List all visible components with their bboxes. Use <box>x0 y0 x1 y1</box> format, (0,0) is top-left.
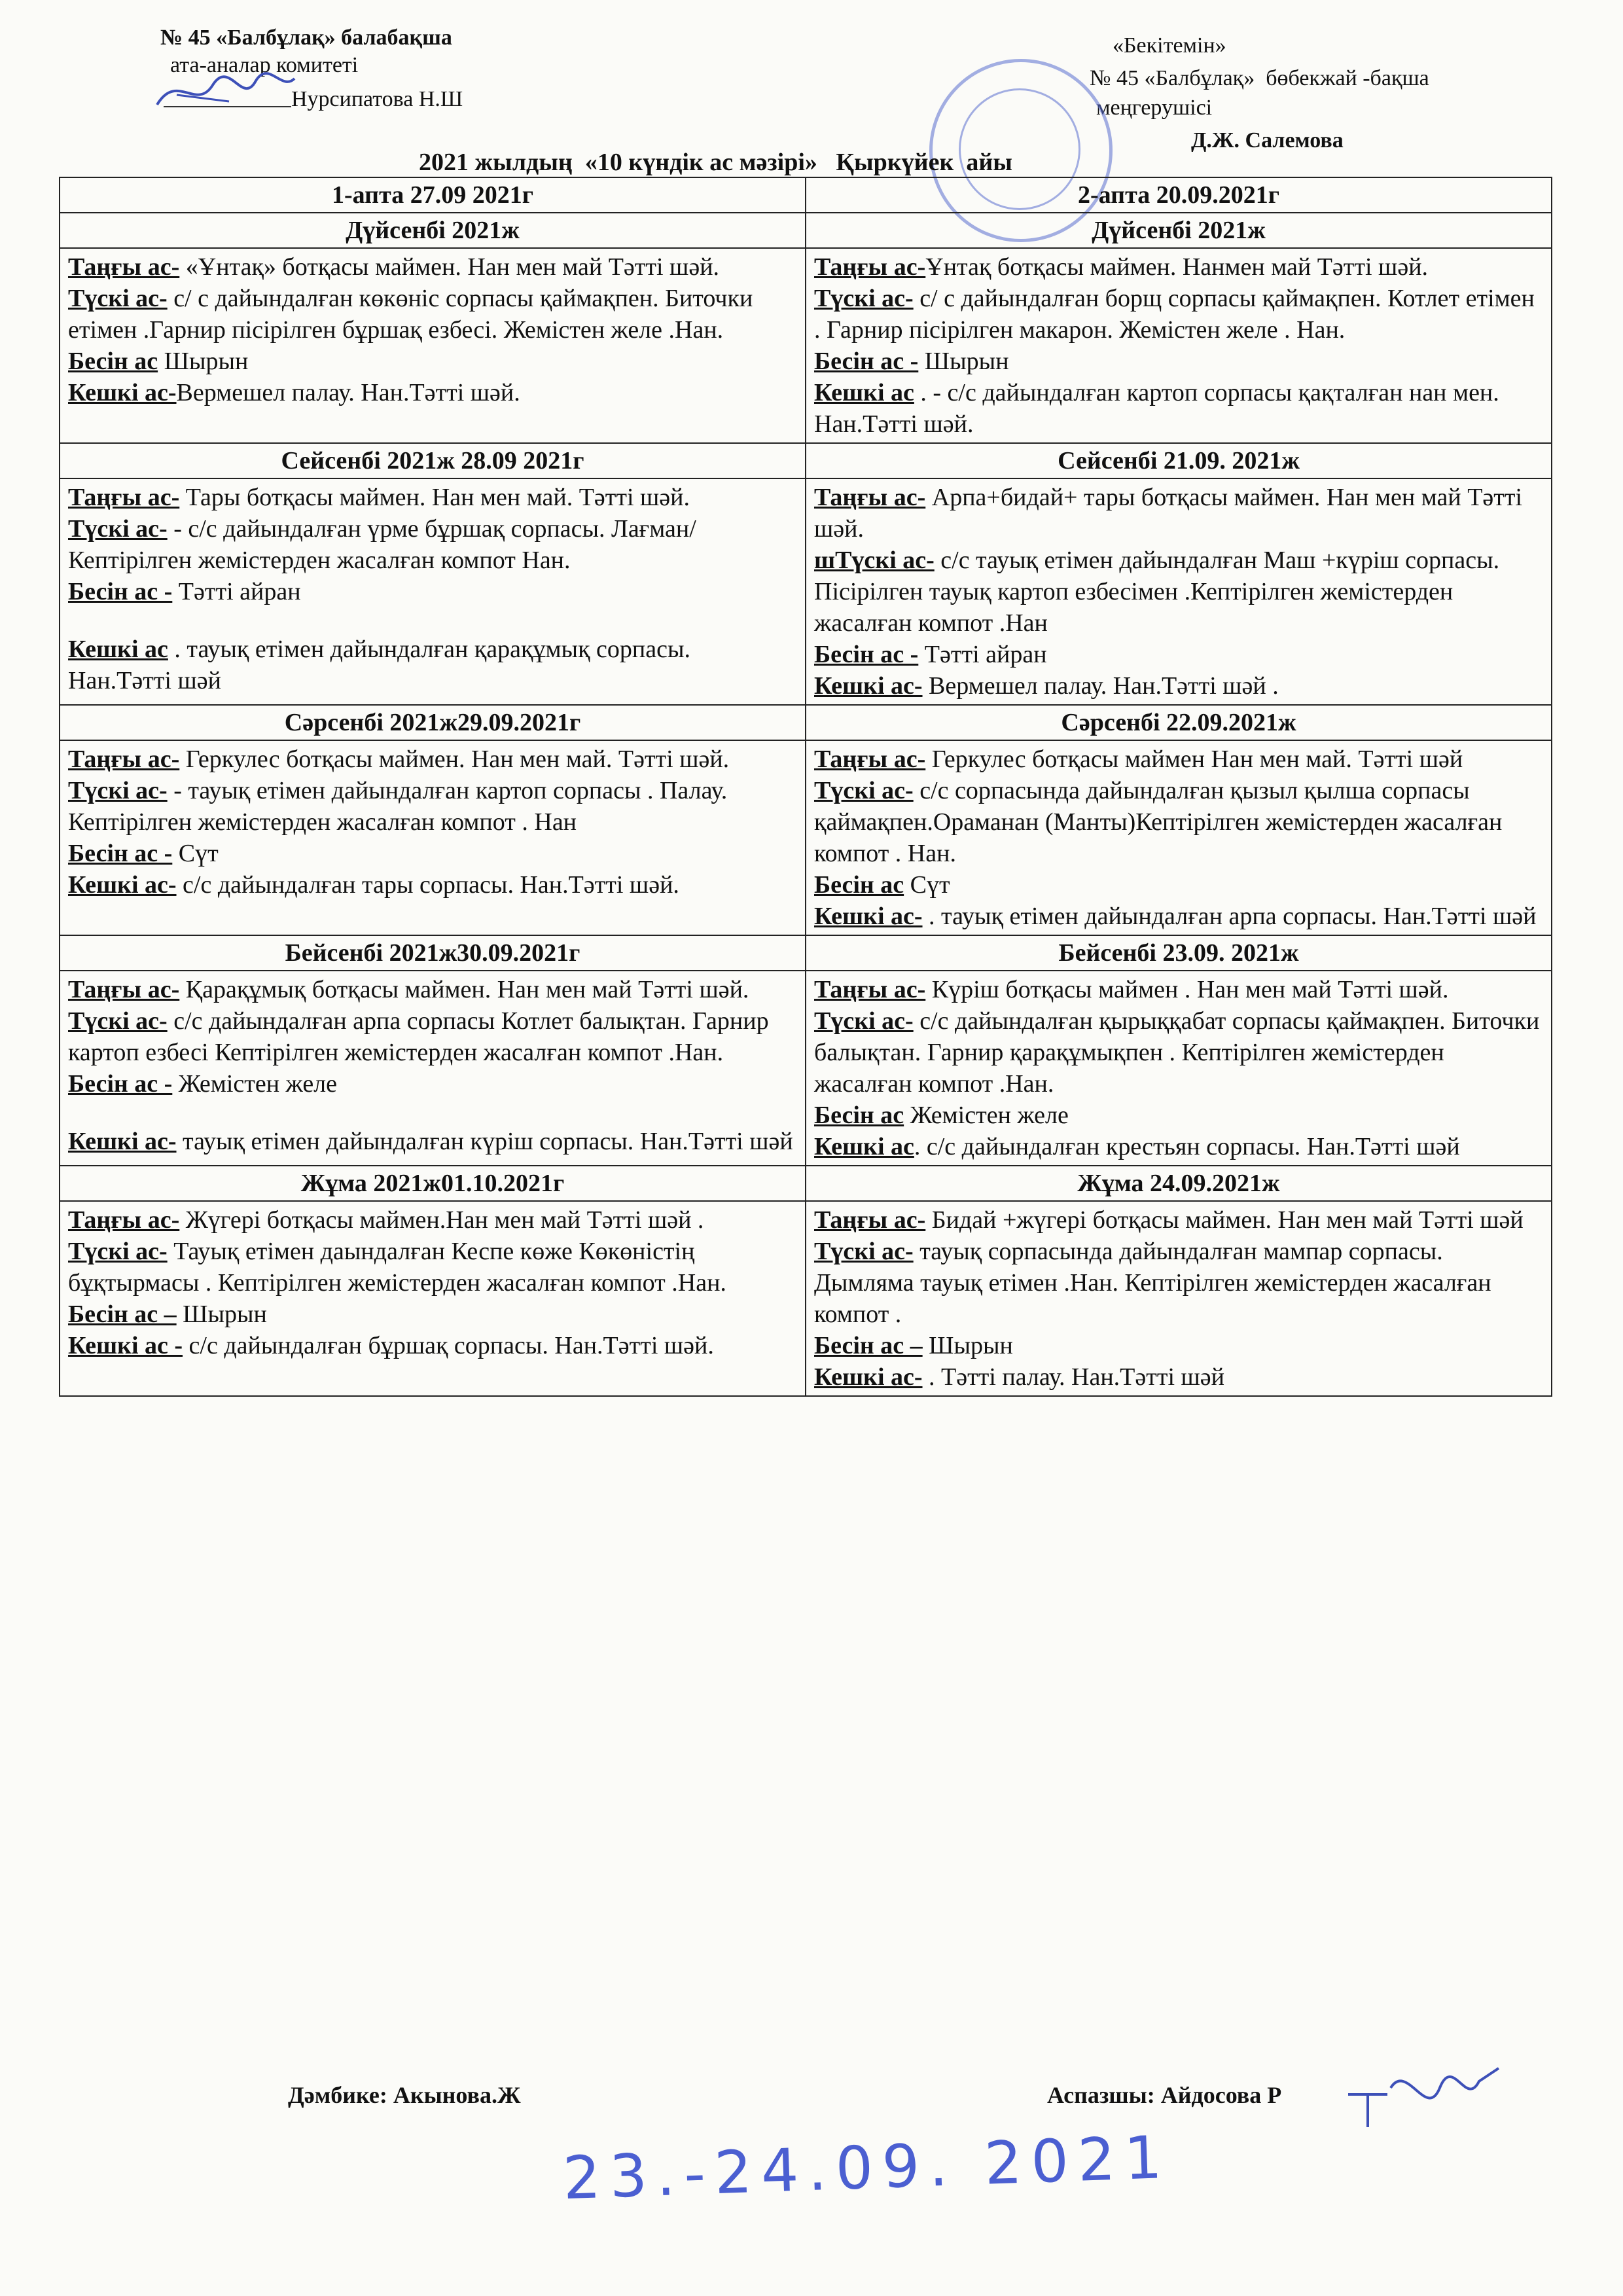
approval-position: меңгерушісі <box>1096 96 1213 120</box>
meal-label: Бесін ас <box>814 871 904 899</box>
meal-description: . Тәтті палау. Нан.Тәтті шәй <box>922 1363 1224 1391</box>
footer-cook: Аспазшы: Айдосова Р <box>1047 2082 1282 2108</box>
day-menu-right <box>806 971 1552 1166</box>
meal-label: Бесін ас – <box>814 1332 923 1359</box>
meal-label: Бесін ас <box>814 1102 904 1129</box>
meal-entry <box>68 1236 797 1299</box>
meal-description: Сүт <box>904 871 950 899</box>
meal-label: Бесін ас – <box>68 1300 177 1328</box>
meal-entry <box>814 482 1543 545</box>
day-header-left: Сәрсенбі 2021ж29.09.2021г <box>60 705 806 740</box>
meal-label: Бесін ас - <box>814 348 919 375</box>
meal-description: с/с дайындалған қырыққабат сорпасы қаймақпен. Биточки балықтан. Гарнир қарақұмықпен . Кептірілген жемістерден жасалған компот .Нан. <box>814 1007 1540 1098</box>
meal-entry <box>814 1330 1543 1361</box>
meal-description: с/с тауық етімен дайындалған Маш +күріш сорпасы. Пісірілген тауық картоп езбесімен .Кептірілген жемістерден жасалған компот .Нан <box>814 547 1500 637</box>
meal-description: - тауық етімен дайындалған картоп сорпасы . Палау. Кептірілген жемістерден жасалған компот . Нан <box>68 777 728 836</box>
approval-org: № 45 «Балбұлақ» бөбекжай -бақша <box>1090 66 1429 90</box>
meal-entry <box>814 775 1543 869</box>
meal-label: шТүскі ас- <box>814 547 935 574</box>
meal-label: Кешкі ас- <box>68 1128 177 1155</box>
meal-entry <box>68 1068 797 1100</box>
meal-label: Таңғы ас- <box>68 253 180 281</box>
meal-label: Түскі ас- <box>68 515 168 543</box>
meal-entry <box>68 869 797 901</box>
menu-table <box>59 177 1552 1397</box>
meal-entry <box>68 1299 797 1330</box>
committee-signer: Нурсипатова Н.Ш <box>291 87 463 111</box>
day-header-left: Бейсенбі 2021ж30.09.2021г <box>60 935 806 971</box>
meal-entry <box>68 1100 797 1126</box>
page-title: 2021 жылдың «10 күндік ас мәзірі» Қыркүйек айы <box>419 149 1012 176</box>
meal-entry <box>814 1361 1543 1393</box>
committee-subtitle: ата-аналар комитеті <box>170 53 359 77</box>
day-header-left: Сейсенбі 2021ж 28.09 2021г <box>60 443 806 478</box>
meal-description: - с/с дайындалған үрме бұршақ сорпасы. Лағман/Кептірілген жемістерден жасалған компот Нан. <box>68 515 696 574</box>
meal-description: тауық сорпасында дайындалған мампар сорпасы. Дымляма тауық етімен .Нан. Кептірілген жемістерден жасалған компот . <box>814 1238 1491 1328</box>
meal-description: Тәтті айран <box>918 641 1047 668</box>
meal-entry <box>814 251 1543 283</box>
meal-label: Кешкі ас - <box>68 1332 183 1359</box>
day-header-right: Жұма 24.09.2021ж <box>806 1166 1552 1201</box>
meal-entry <box>68 283 797 346</box>
meal-label: Бесін ас <box>68 348 158 375</box>
day-menu-left <box>60 740 806 935</box>
meal-description: Шырын <box>176 1300 267 1328</box>
meal-description: Жемістен желе <box>904 1102 1069 1129</box>
meal-description: Шырын <box>922 1332 1013 1359</box>
meal-entry <box>68 1330 797 1361</box>
meal-entry <box>68 775 797 838</box>
meal-description: Тауық етімен даындалған Кеспе көже Көкөністің бұқтырмасы . Кептірілген жемістерден жасалған компот .Нан. <box>68 1238 726 1297</box>
meal-label: Түскі ас- <box>814 285 914 312</box>
meal-entry <box>814 869 1543 901</box>
meal-entry <box>68 1005 797 1068</box>
meal-entry <box>814 1100 1543 1131</box>
meal-label: Таңғы ас- <box>814 484 926 511</box>
meal-entry <box>68 251 797 283</box>
meal-entry <box>814 670 1543 702</box>
meal-entry <box>814 346 1543 377</box>
meal-entry <box>68 607 797 634</box>
committee-title: № 45 «Балбұлақ» балабақша <box>160 26 452 50</box>
meal-label: Кешкі ас- <box>814 903 923 930</box>
meal-description: Шырын <box>918 348 1009 375</box>
meal-label: Түскі ас- <box>814 1007 914 1035</box>
meal-description: . тауық етімен дайындалған арпа сорпасы. Нан.Тәтті шәй <box>922 903 1537 930</box>
meal-label: Түскі ас- <box>68 1238 168 1265</box>
week-1-header: 1-апта 27.09 2021г <box>60 177 806 213</box>
handwritten-date: 23.-24.09. 2021 <box>562 2123 1173 2214</box>
meal-label: Кешкі ас <box>68 636 168 663</box>
meal-entry <box>814 744 1543 775</box>
meal-description: тауық етімен дайындалған күріш сорпасы. Нан.Тәтті шәй <box>176 1128 793 1155</box>
meal-label: Кешкі ас- <box>814 672 923 700</box>
week-2-header: 2-апта 20.09.2021г <box>806 177 1552 213</box>
meal-label: Кешкі ас- <box>68 379 177 406</box>
meal-description: с/с дайындалған тары сорпасы. Нан.Тәтті шәй. <box>176 871 679 899</box>
meal-entry <box>68 513 797 576</box>
day-header-right: Сәрсенбі 22.09.2021ж <box>806 705 1552 740</box>
day-menu-right <box>806 248 1552 443</box>
meal-description: Ұнтақ ботқасы маймен. Нанмен май Тәтті шәй. <box>925 253 1429 281</box>
meal-label: Бесін ас - <box>68 840 173 867</box>
day-menu-left <box>60 1201 806 1396</box>
day-menu-left <box>60 248 806 443</box>
meal-entry <box>814 1236 1543 1330</box>
meal-description: Жемістен желе <box>172 1070 338 1098</box>
meal-label: Таңғы ас- <box>68 484 180 511</box>
meal-label: Таңғы ас- <box>68 745 180 773</box>
meal-description: Тары ботқасы маймен. Нан мен май. Тәтті шәй. <box>179 484 690 511</box>
meal-entry <box>814 639 1543 670</box>
day-menu-left <box>60 478 806 705</box>
meal-label: Түскі ас- <box>68 777 168 804</box>
meal-label: Бесін ас - <box>68 578 173 605</box>
meal-label: Таңғы ас- <box>68 976 180 1003</box>
meal-label: Кешкі ас- <box>68 871 177 899</box>
day-menu-row <box>60 248 1552 443</box>
meal-entry <box>68 634 797 696</box>
day-header-row <box>60 935 1552 971</box>
meal-entry <box>68 377 797 408</box>
day-header-left: Жұма 2021ж01.10.2021г <box>60 1166 806 1201</box>
meal-entry <box>814 974 1543 1005</box>
meal-entry <box>68 576 797 607</box>
meal-description: с/с дайындалған арпа сорпасы Котлет балықтан. Гарнир картоп езбесі Кептірілген жемістерден жасалған компот .Нан. <box>68 1007 769 1066</box>
day-header-row <box>60 443 1552 478</box>
footer-nurse: Дәмбике: Акынова.Ж <box>288 2082 521 2108</box>
meal-description: «Ұнтақ» ботқасы маймен. Нан мен май Тәтті шәй. <box>179 253 720 281</box>
meal-description: Геркулес ботқасы маймен Нан мен май. Тәтті шәй <box>925 745 1463 773</box>
day-header-right: Дүйсенбі 2021ж <box>806 213 1552 248</box>
meal-entry <box>68 1126 797 1157</box>
meal-description: Геркулес ботқасы маймен. Нан мен май. Тәтті шәй. <box>179 745 730 773</box>
meal-entry <box>814 1005 1543 1100</box>
meal-description: . с/с дайындалған крестьян сорпасы. Нан.Тәтті шәй <box>914 1133 1460 1160</box>
meal-description: Вермешел палау. Нан.Тәтті шәй . <box>922 672 1279 700</box>
meal-description: . тауық етімен дайындалған қарақұмық сорпасы. Нан.Тәтті шәй <box>68 636 691 694</box>
meal-entry <box>68 482 797 513</box>
meal-label: Таңғы ас- <box>814 976 926 1003</box>
meal-description: с/с дайындалған бұршақ сорпасы. Нан.Тәтті шәй. <box>183 1332 714 1359</box>
approval-title: «Бекітемін» <box>1113 33 1226 58</box>
day-menu-left <box>60 971 806 1166</box>
meal-entry <box>814 1131 1543 1162</box>
meal-label: Бесін ас - <box>814 641 919 668</box>
meal-label: Кешкі ас- <box>814 1363 923 1391</box>
meal-label: Кешкі ас <box>814 379 914 406</box>
day-header-row <box>60 1166 1552 1201</box>
day-header-row <box>60 213 1552 248</box>
meal-description: Қарақұмық ботқасы маймен. Нан мен май Тәтті шәй. <box>179 976 749 1003</box>
approval-signer: Д.Ж. Салемова <box>1191 128 1344 152</box>
meal-description: с/ с дайындалған борщ сорпасы қаймақпен. Котлет етімен . Гарнир пісірілген макарон. Жемістен желе . Нан. <box>814 285 1535 344</box>
day-header-right: Сейсенбі 21.09. 2021ж <box>806 443 1552 478</box>
meal-description: с/с сорпасында дайындалған қызыл қылша сорпасы қаймақпен.Ораманан (Манты)Кептірілген жемістерден жасалған компот . Нан. <box>814 777 1503 867</box>
meal-label: Кешкі ас <box>814 1133 914 1160</box>
day-header-row <box>60 705 1552 740</box>
meal-entry <box>68 1204 797 1236</box>
signature-left <box>151 65 301 118</box>
meal-description: Тәтті айран <box>172 578 301 605</box>
day-menu-right <box>806 478 1552 705</box>
meal-entry <box>68 974 797 1005</box>
day-menu-row <box>60 740 1552 935</box>
meal-label: Таңғы ас- <box>814 745 926 773</box>
meal-label: Таңғы ас- <box>814 1206 926 1234</box>
meal-description: Арпа+бидай+ тары ботқасы маймен. Нан мен май Тәтті шәй. <box>814 484 1523 543</box>
meal-label: Таңғы ас- <box>68 1206 180 1234</box>
meal-description: . - с/с дайындалған картоп сорпасы қақталған нан мен. Нан.Тәтті шәй. <box>814 379 1499 438</box>
meal-description: Вермешел палау. Нан.Тәтті шәй. <box>176 379 520 406</box>
meal-entry <box>68 838 797 869</box>
day-header-right: Бейсенбі 23.09. 2021ж <box>806 935 1552 971</box>
meal-label: Таңғы ас- <box>814 253 926 281</box>
signature-cook <box>1342 2062 1512 2134</box>
day-header-left: Дүйсенбі 2021ж <box>60 213 806 248</box>
meal-description: Шырын <box>158 348 249 375</box>
day-menu-row <box>60 478 1552 705</box>
meal-label: Түскі ас- <box>68 1007 168 1035</box>
meal-description: Жүгері ботқасы маймен.Нан мен май Тәтті шәй . <box>179 1206 704 1234</box>
meal-label: Түскі ас- <box>814 1238 914 1265</box>
meal-label: Түскі ас- <box>814 777 914 804</box>
meal-entry <box>814 545 1543 639</box>
day-menu-row <box>60 971 1552 1166</box>
meal-description: Күріш ботқасы маймен . Нан мен май Тәтті шәй. <box>925 976 1449 1003</box>
meal-entry <box>68 744 797 775</box>
day-menu-right <box>806 1201 1552 1396</box>
meal-label: Түскі ас- <box>68 285 168 312</box>
meal-entry <box>814 377 1543 440</box>
meal-label: Бесін ас - <box>68 1070 173 1098</box>
meal-entry <box>814 1204 1543 1236</box>
meal-description: Бидай +жүгері ботқасы маймен. Нан мен май Тәтті шәй <box>925 1206 1524 1234</box>
day-menu-row <box>60 1201 1552 1396</box>
day-menu-right <box>806 740 1552 935</box>
meal-description: с/ с дайындалған көкөніс сорпасы қаймақпен. Биточки етімен .Гарнир пісірілген бұршақ езбесі. Жемістен желе .Нан. <box>68 285 753 344</box>
meal-description: Сүт <box>172 840 219 867</box>
meal-entry <box>814 901 1543 932</box>
meal-entry <box>814 283 1543 346</box>
meal-entry <box>68 346 797 377</box>
week-header-row <box>60 177 1552 213</box>
